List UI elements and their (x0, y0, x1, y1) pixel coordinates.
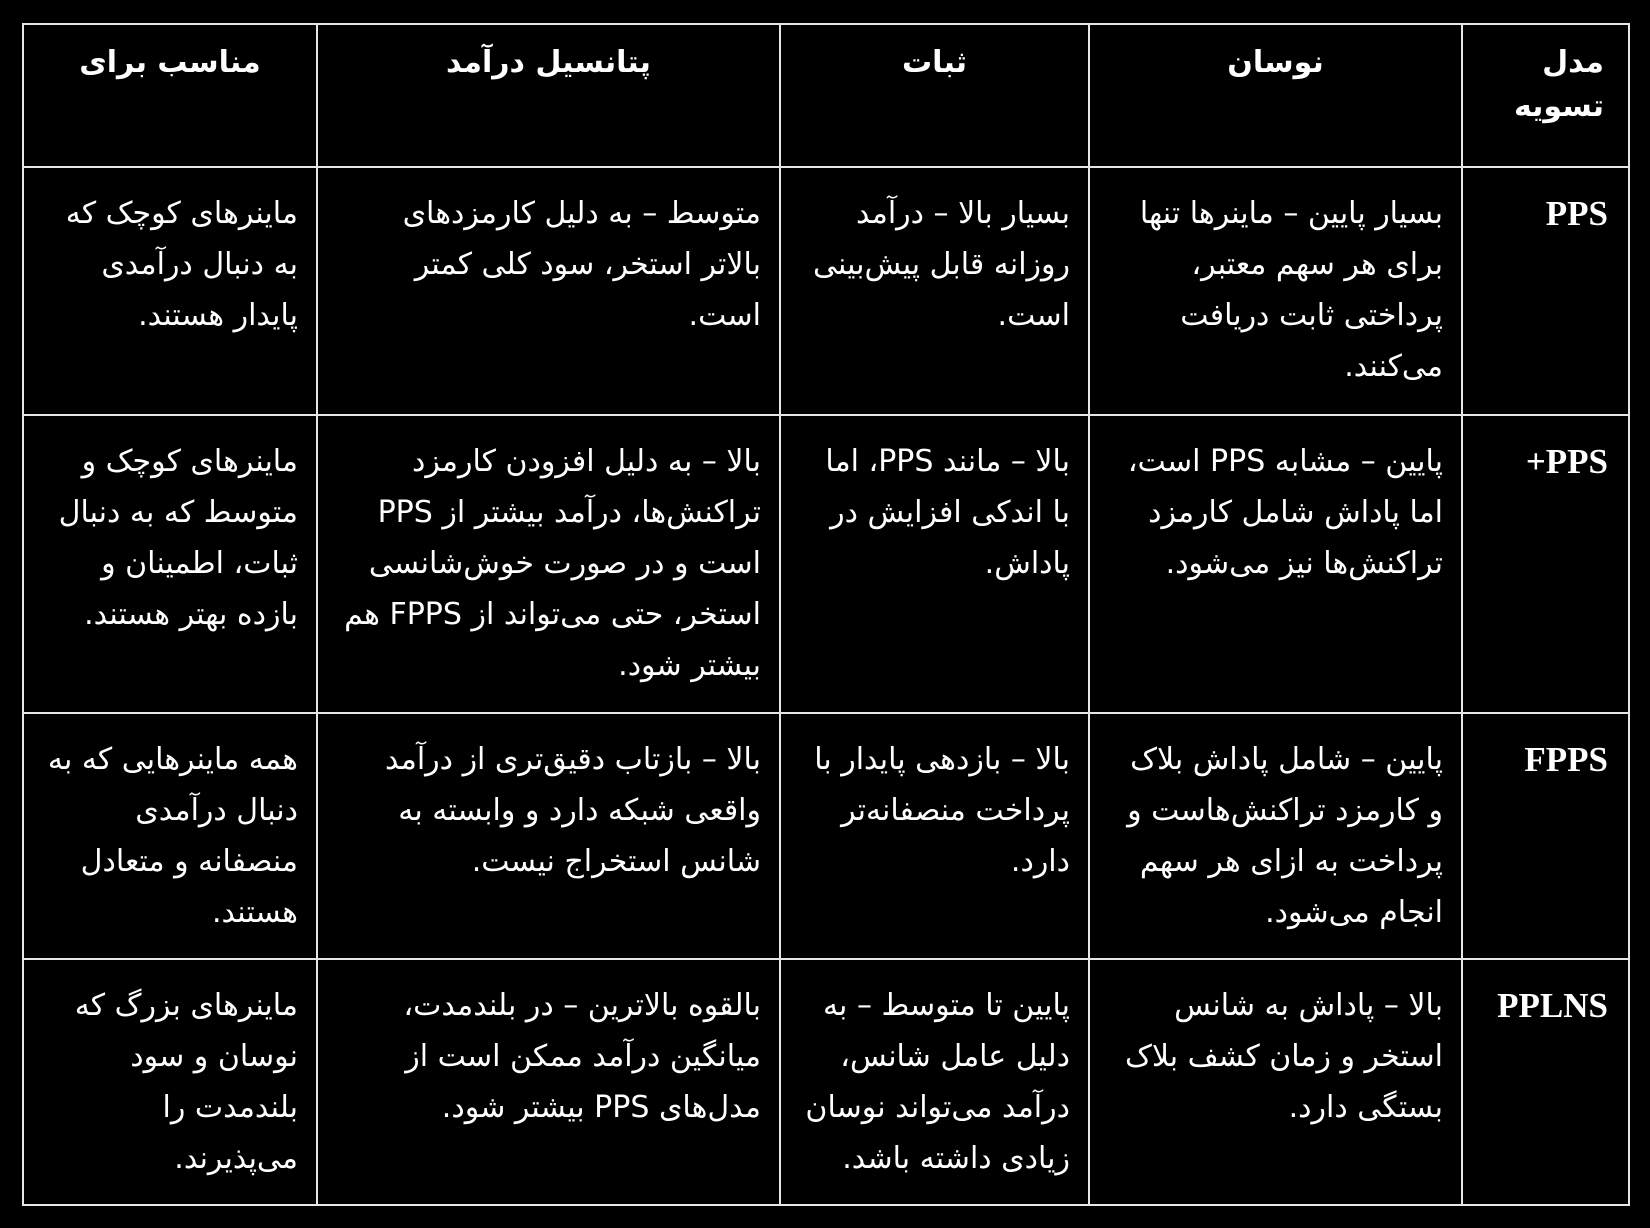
table-row-pps-plus (23, 415, 1629, 713)
table-header-row (23, 24, 1629, 167)
cell-stability: بالا – بازدهی پایدار با پرداخت منصفانه‌تر دارد. (780, 713, 1089, 959)
cell-suitable-for: ماینرهای کوچک که به دنبال درآمدی پایدار هستند. (23, 167, 317, 415)
cell-model: FPPS (1462, 713, 1629, 959)
cell-income-potential: بالا – به دلیل افزودن کارمزد تراکنش‌ها، درآمد بیشتر از PPS است و در صورت خوش‌شانسی استخر، حتی می‌تواند از FPPS هم بیشتر شود. (317, 415, 780, 713)
cell-model: PPS+ (1462, 415, 1629, 713)
header-stability: ثبات (780, 24, 1089, 167)
cell-volatility: بالا – پاداش به شانس استخر و زمان کشف بلاک بستگی دارد. (1089, 959, 1462, 1205)
cell-stability: بسیار بالا – درآمد روزانه قابل پیش‌بینی است. (780, 167, 1089, 415)
table-row-fpps (23, 713, 1629, 959)
cell-income-potential: بالقوه بالاترین – در بلندمدت، میانگین درآمد ممکن است از مدل‌های PPS بیشتر شود. (317, 959, 780, 1205)
table-row-pplns (23, 959, 1629, 1205)
header-model: مدل تسویه (1462, 24, 1629, 167)
cell-suitable-for: ماینرهای کوچک و متوسط که به دنبال ثبات، اطمینان و بازده بهتر هستند. (23, 415, 317, 713)
cell-suitable-for: ماینرهای بزرگ که نوسان و سود بلندمدت را می‌پذیرند. (23, 959, 317, 1205)
cell-income-potential: بالا – بازتاب دقیق‌تری از درآمد واقعی شبکه دارد و وابسته به شانس استخراج نیست. (317, 713, 780, 959)
cell-model: PPS (1462, 167, 1629, 415)
mining-payout-comparison-table (22, 23, 1630, 1206)
cell-income-potential: متوسط – به دلیل کارمزدهای بالاتر استخر، سود کلی کمتر است. (317, 167, 780, 415)
table-row-pps (23, 167, 1629, 415)
cell-model: PPLNS (1462, 959, 1629, 1205)
cell-volatility: پایین – شامل پاداش بلاک و کارمزد تراکنش‌هاست و پرداخت به ازای هر سهم انجام می‌شود. (1089, 713, 1462, 959)
cell-stability: پایین تا متوسط – به دلیل عامل شانس، درآمد می‌تواند نوسان زیادی داشته باشد. (780, 959, 1089, 1205)
cell-stability: بالا – مانند PPS، اما با اندکی افزایش در پاداش. (780, 415, 1089, 713)
header-suitable-for: مناسب برای (23, 24, 317, 167)
header-income-potential: پتانسیل درآمد (317, 24, 780, 167)
header-volatility: نوسان (1089, 24, 1462, 167)
cell-suitable-for: همه ماینرهایی که به دنبال درآمدی منصفانه و متعادل هستند. (23, 713, 317, 959)
cell-volatility: پایین – مشابه PPS است، اما پاداش شامل کارمزد تراکنش‌ها نیز می‌شود. (1089, 415, 1462, 713)
cell-volatility: بسیار پایین – ماینرها تنها برای هر سهم معتبر، پرداختی ثابت دریافت می‌کنند. (1089, 167, 1462, 415)
